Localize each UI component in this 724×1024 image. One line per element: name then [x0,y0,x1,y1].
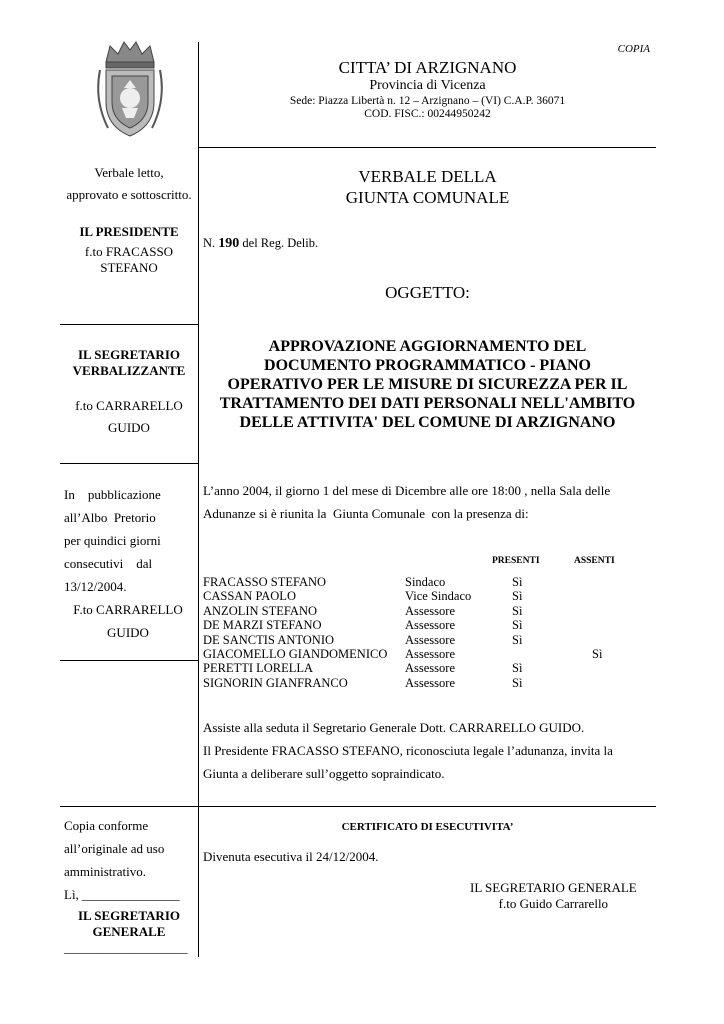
member-present: Sì [512,603,523,618]
presidente-name-2: STEFANO [100,260,158,275]
copia-title-1: IL SEGRETARIO [78,908,180,923]
member-present: Sì [512,632,523,647]
pub-line-5: 13/12/2004. [64,579,127,594]
column-divider [198,42,199,957]
signature-line: ___________________ [64,940,188,955]
member-name: FRACASSO STEFANO [203,575,327,589]
city-title: CITTA’ DI ARZIGNANO [338,58,517,77]
members-table [203,575,643,690]
table-row [203,633,643,647]
certificate-title: CERTIFICATO DI ESECUTIVITA’ [341,821,514,833]
n-value: 190 [218,236,240,251]
member-role: Vice Sindaco [405,589,472,604]
publication-note [64,483,192,644]
member-absent: Sì [592,646,603,661]
intro-line-2: Adunanze si è riunita la Giunta Comunale con la presenza di: [203,506,529,521]
deliberation-number [203,236,318,252]
segretario-title-1: IL SEGRETARIO [78,347,180,362]
member-role: Assessore [405,618,455,633]
assiste-line-2: Il Presidente FRACASSO STEFANO, riconosciuta legale l’adunanza, invita la [203,743,613,758]
presidente-name-1: f.to FRACASSO [84,244,174,259]
table-row [203,618,643,632]
member-present: Sì [512,589,523,604]
member-name: DE MARZI STEFANO [203,618,322,633]
province: Provincia di Vicenza [369,78,486,93]
intro-line-1: L’anno 2004, il giorno 1 del mese di Dicembre alle ore 18:00 , nella Sala delle [203,483,611,498]
left-divider-1 [60,324,198,325]
member-present: Sì [512,575,523,589]
address: Sede: Piazza Libertà n. 12 – Arzignano – (VI) C.A.P. 36071 [289,95,566,107]
executive-date: Divenuta esecutiva il 24/12/2004. [203,849,379,864]
presidente-block [60,224,198,276]
verbale-title [200,166,655,208]
copia-title-2: GENERALE [92,924,166,939]
presenti-header: PRESENTI [492,556,540,566]
subject-line-1: APPROVAZIONE AGGIORNAMENTO DEL [268,338,587,355]
general-secretary-signature [470,880,637,912]
verbale-approved-note [60,162,198,206]
assiste-line-1: Assiste alla seduta il Segretario Generale Dott. CARRARELLO GUIDO. [203,720,585,735]
copy-segretario-title [60,908,198,940]
header-divider [198,147,656,148]
fiscal-code: COD. FISC.: 00244950242 [364,108,491,120]
subject-text [200,337,655,432]
member-role: Sindaco [405,575,446,589]
table-row [203,661,643,675]
segretario-title-2: VERBALIZZANTE [72,363,186,378]
verbale-title-1: VERBALE DELLA [358,167,497,186]
member-name: GIACOMELLO GIANDOMENICO [203,646,388,661]
verbale-line-2: approvato e sottoscritto. [66,187,192,202]
n-prefix: N. [203,236,216,250]
member-role: Assessore [405,661,455,676]
pub-line-1: In pubblicazione [64,487,161,502]
pub-line-7: GUIDO [107,625,149,640]
member-name: DE SANCTIS ANTONIO [203,632,335,647]
subject-line-4: TRATTAMENTO DEI DATI PERSONALI NELL'AMBITO [219,395,636,412]
segr-gen-title: IL SEGRETARIO GENERALE [470,880,637,895]
segretario-name-2: GUIDO [108,420,150,435]
copia-line-4: Lì, _______________ [64,887,180,902]
table-row [203,589,643,603]
segretario-block [60,347,198,439]
member-present: Sì [512,661,523,676]
subject-line-2: DOCUMENTO PROGRAMMATICO - PIANO [264,357,591,374]
member-role: Assessore [405,646,455,661]
copia-line-2: all’originale ad uso [64,841,165,856]
table-row [203,575,643,589]
segretario-name-1: f.to CARRARELLO [75,398,183,413]
assistance-paragraph [203,716,643,785]
table-row [203,647,643,661]
verbale-line-1: Verbale letto, [94,165,164,180]
member-present: Sì [512,618,523,633]
table-row [203,676,643,690]
pub-line-6: F.to CARRARELLO [73,602,183,617]
certificate-divider [60,806,656,807]
member-name: PERETTI LORELLA [203,661,314,676]
member-role: Assessore [405,675,455,690]
table-row [203,604,643,618]
pub-line-4: consecutivi dal [64,556,153,571]
subject-line-3: OPERATIVO PER LE MISURE DI SICUREZZA PER IL [227,376,628,393]
member-present: Sì [512,675,523,690]
segr-gen-name: f.to Guido Carrarello [498,896,609,911]
member-name: SIGNORIN GIANFRANCO [203,675,348,690]
assenti-header: ASSENTI [574,556,615,566]
left-divider-2 [60,463,198,464]
subject-line-5: DELLE ATTIVITA' DEL COMUNE DI ARZIGNANO [239,414,616,431]
member-name: CASSAN PAOLO [203,589,296,604]
left-divider-3 [60,660,198,661]
copy-conform-note [64,814,194,906]
municipal-crest-icon [90,40,170,145]
copia-line-1: Copia conforme [64,818,149,833]
subject-label: OGGETTO: [385,283,470,302]
member-name: ANZOLIN STEFANO [203,603,317,618]
verbale-title-2: GIUNTA COMUNALE [345,188,510,207]
copia-line-3: amministrativo. [64,864,146,879]
member-role: Assessore [405,632,455,647]
pub-line-3: per quindici giorni [64,533,161,548]
pub-line-2: all’Albo Pretorio [64,510,156,525]
n-suffix: del Reg. Delib. [242,236,319,250]
member-role: Assessore [405,603,455,618]
meeting-intro [203,479,643,525]
copy-label: COPIA [617,43,650,55]
presidente-title: IL PRESIDENTE [79,224,179,239]
assiste-line-3: Giunta a deliberare sull’oggetto sopraindicato. [203,766,445,781]
